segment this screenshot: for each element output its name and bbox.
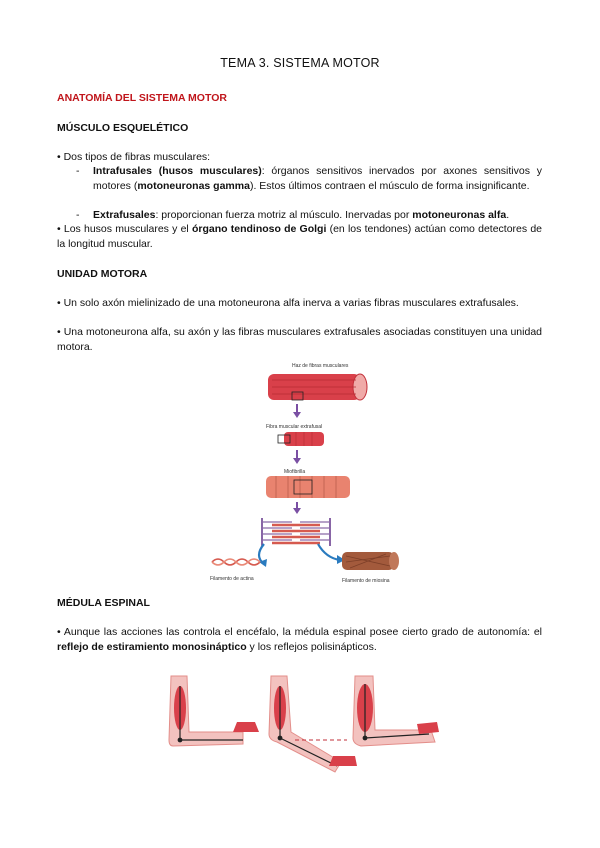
label-miosina: Filamento de miosina <box>342 578 390 584</box>
stretch-reflex-figure <box>165 672 445 776</box>
muscle-structure-figure <box>200 358 440 590</box>
term-extrafusales: Extrafusales <box>93 209 156 221</box>
arm-diagram-1 <box>169 676 259 746</box>
text-extrafusales-1: : proporcionan fuerza motriz al músculo. Inervadas por <box>155 209 413 221</box>
text-medula-2: y los reflejos polisinápticos. <box>246 640 377 653</box>
term-motoneuronas-gamma: motoneuronas gamma <box>137 179 250 192</box>
text-intrafusales-1: : órganos sensitivos inervados por axones sensitivos y motores ( <box>93 165 542 192</box>
section-heading-anatomia: ANATOMÍA DEL SISTEMA MOTOR <box>57 92 227 104</box>
paragraph-unidad-motora: • Una motoneurona alfa, su axón y las fibras musculares extrafusales asociadas constituyen una unidad motora. <box>57 326 542 353</box>
paragraph-axon-mielinizado: • Un solo axón mielinizado de una motoneurona alfa inerva a varias fibras musculares extrafusales. <box>57 297 519 309</box>
label-actina: Filamento de actina <box>210 576 254 582</box>
text-extrafusales-2: . <box>506 209 510 221</box>
muscle-fiber <box>278 432 324 446</box>
arrow-to-myosin <box>318 544 340 560</box>
sarcomere <box>262 518 330 546</box>
heading-musculo-esqueletico: MÚSCULO ESQUELÉTICO <box>57 122 189 134</box>
heading-unidad-motora: UNIDAD MOTORA <box>57 268 148 280</box>
actin-filament <box>212 559 260 565</box>
label-haz-fibras: Haz de fibras musculares <box>292 363 349 369</box>
heading-medula-espinal: MÉDULA ESPINAL <box>57 597 150 609</box>
myosin-filament <box>342 552 399 570</box>
term-organo-golgi: órgano tendinoso de Golgi <box>191 223 327 235</box>
muscle-bundle <box>268 374 367 400</box>
text-husos-1: • Los husos musculares y el <box>57 223 192 235</box>
paragraph-tipos-fibras: • Dos tipos de fibras musculares: <box>57 151 211 163</box>
list-item-extrafusales: - Extrafusales: proporcionan fuerza motriz al músculo. Inervadas por motoneuronas alfa. <box>76 209 510 221</box>
text-husos-2: (en los tendones) actúan como detectores de la longitud muscular. <box>57 223 543 250</box>
list-item-intrafusales: - Intrafusales (husos musculares): órganos sensitivos inervados por axones sensitivos y motores (motoneuronas gamma). Estos últimos contraen el músculo de forma insignificante. <box>76 165 542 192</box>
arm-diagram-2 <box>269 676 357 772</box>
term-intrafusales: Intrafusales (husos musculares) <box>93 165 262 177</box>
document-title: TEMA 3. SISTEMA MOTOR <box>220 56 380 70</box>
paragraph-medula-autonomia <box>57 625 542 654</box>
text-medula-1: • Aunque las acciones las controla el encéfalo, la médula espinal posee cierto grado de autonomía: el <box>57 626 542 638</box>
text-intrafusales-2: ). Estos últimos contraen el músculo de forma insignificante. <box>249 179 530 192</box>
term-reflejo-estiramiento: reflejo de estiramiento monosináptico <box>57 640 247 653</box>
label-fibra-extrafusal: Fibra muscular extrafusal <box>266 424 323 430</box>
label-miofibrilla: Miofibrilla <box>284 469 306 475</box>
myofibril <box>266 476 350 498</box>
term-motoneuronas-alfa: motoneuronas alfa <box>412 209 507 221</box>
paragraph-husos-golgi <box>57 222 542 251</box>
arm-diagram-3 <box>353 676 439 746</box>
